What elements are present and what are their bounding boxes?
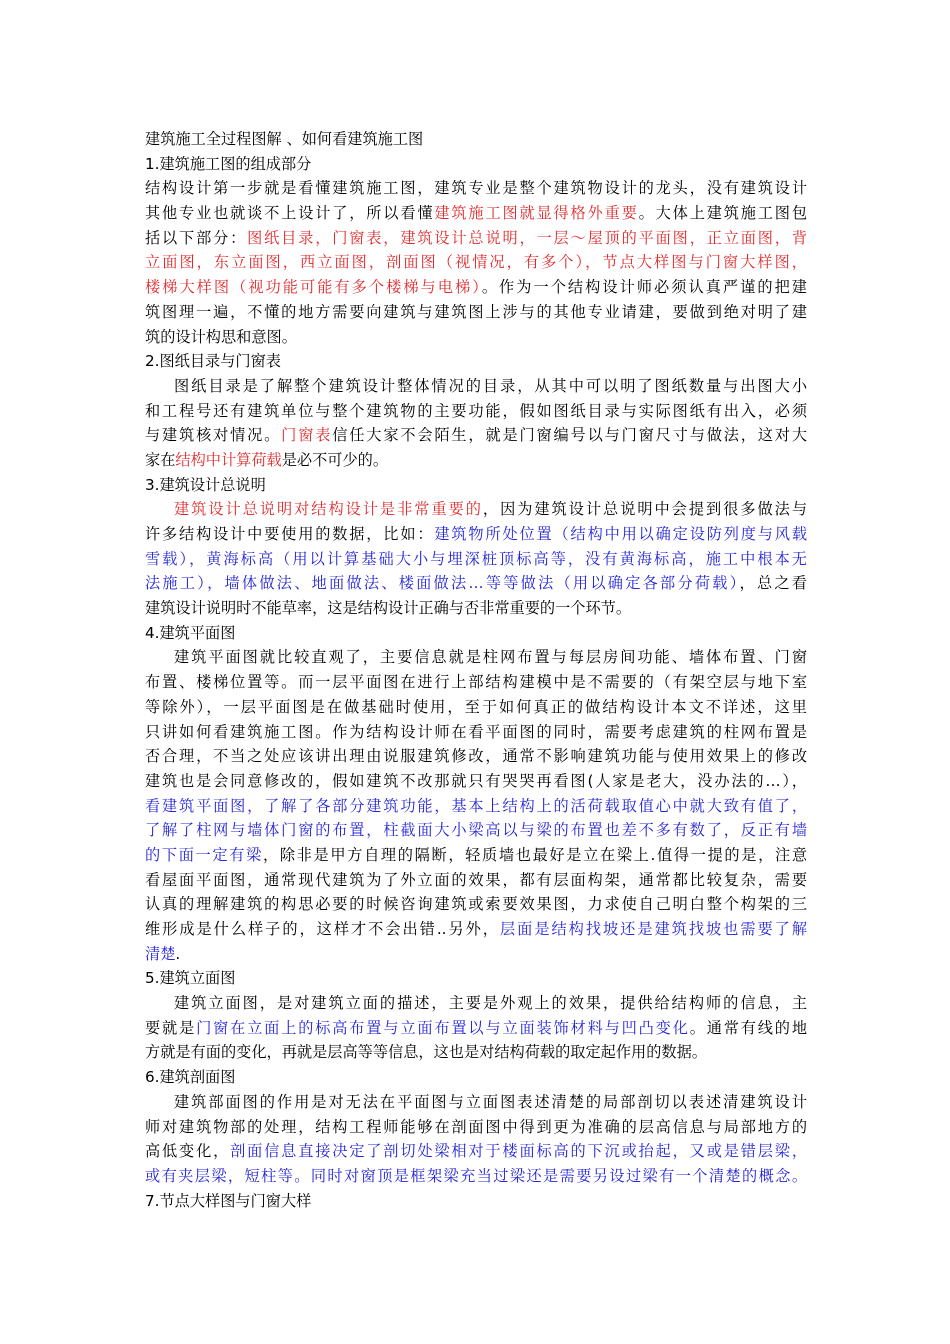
highlight-blue-text: 门窗在立面上的标高布置与立面布置以与立面装饰材料与凹凸变化 xyxy=(196,1018,690,1037)
text-line xyxy=(145,1139,807,1164)
highlight-red-text: 建筑施工图就显得格外重要 xyxy=(434,204,639,223)
text-line xyxy=(145,250,807,275)
highlight-blue-text: 的下面一定有梁 xyxy=(145,845,263,864)
highlight-blue-text: 层面是结构找坡还是建筑找坡也需要了解 xyxy=(499,920,808,938)
text-line xyxy=(145,720,807,745)
body-text: 3.建筑设计总说明 xyxy=(145,475,266,494)
body-text: 否合理，不当之处应该讲出理由说服建筑修改，通常不影响建筑功能与使用效果上的修改 xyxy=(145,747,807,766)
body-text: 4.建筑平面图 xyxy=(145,623,236,642)
body-text: 看屋面平面图，通常现代建筑为了外立面的效果，都有层面构架，通常都比较复杂，需要 xyxy=(145,870,807,889)
text-line xyxy=(145,917,807,942)
body-text: 括以下部分： xyxy=(145,228,248,247)
body-text: 建筑部面图的作用是对无法在平面图与立面图表述清楚的局部剖切以表述清建筑设计 xyxy=(174,1092,807,1111)
body-text: 建筑设计说明时不能草率，这是结构设计正确与否非常重要的一个环节。 xyxy=(145,599,631,618)
highlight-blue-text: 法施工），墙体做法、地面做法、楼面做法…等等做法（用以确定各部分荷载） xyxy=(145,574,740,593)
highlight-blue-text: 或有夹层梁，短柱等。同时对窗顶是框架梁充当过梁还是需要另设过梁有一个清楚的概念。 xyxy=(145,1166,807,1185)
body-text: 筑的设计构思和意图。 xyxy=(145,327,297,346)
body-text: 。作为一个结构设计师必须认真严谨的把建 xyxy=(481,278,807,297)
text-line xyxy=(145,522,807,547)
text-line xyxy=(145,794,807,819)
highlight-red-text: 楼梯大样图（视功能可能有多个楼梯与电梯） xyxy=(145,278,482,297)
text-line xyxy=(145,300,807,325)
text-line xyxy=(145,399,807,424)
body-text: 家在 xyxy=(145,450,176,469)
body-text: 1.建筑施工图的组成部分 xyxy=(145,154,312,173)
body-text: 。通常有线的地 xyxy=(689,1018,808,1037)
body-text: . xyxy=(175,944,181,963)
body-text: 认真的理解建筑的构思必要的时候咨询建筑或索要效果图，力求使自己明白整个构架的三 xyxy=(145,895,807,914)
highlight-red-text: 建筑设计总说明对结构设计是非常重要的 xyxy=(174,500,483,519)
text-line xyxy=(145,547,807,572)
text-line xyxy=(145,1164,807,1189)
highlight-red-text: 门窗表 xyxy=(281,426,333,445)
text-line xyxy=(145,991,807,1016)
highlight-blue-text: 了解了柱网与墙体门窗的布置，柱截面大小梁高以与梁的布置也差不多有数了，反正有墙 xyxy=(145,821,807,840)
body-text: 要就是 xyxy=(145,1018,197,1037)
highlight-red-text: 图纸目录，门窗表，建筑设计总说明，一层～屋顶的平面图，正立面图，背 xyxy=(247,228,808,247)
text-line xyxy=(145,621,807,646)
text-line xyxy=(145,497,807,522)
text-line xyxy=(145,645,807,670)
body-text: 结构设计第一步就是看懂建筑施工图，建筑专业是整个建筑物设计的龙头，没有建筑设计 xyxy=(145,179,807,198)
text-line xyxy=(145,868,807,893)
text-line xyxy=(145,374,807,399)
text-line xyxy=(145,349,807,374)
body-text: 方就是有面的变化，再就是层高等等信息，这也是对结构荷载的取定起作用的数据。 xyxy=(145,1043,707,1062)
body-text: 是必不可少的。 xyxy=(281,450,388,469)
text-line xyxy=(145,818,807,843)
body-text: 信任大家不会陌生，就是门窗编号以与门窗尺寸与做法，这对大 xyxy=(332,426,808,445)
body-text: 。大体上建筑施工图包 xyxy=(638,204,808,223)
text-line xyxy=(145,1189,807,1214)
body-text: 建筑也是会同意修改的，假如建筑不改那就只有哭哭再看图(人家是老大，没办法的…）， xyxy=(145,771,807,790)
highlight-blue-text: 清楚 xyxy=(145,944,176,963)
body-text: 7.节点大样图与门窗大样 xyxy=(145,1191,312,1210)
body-text: 只讲如何看建筑施工图。作为结构设计师在看平面图的同时，需要考虑建筑的柱网布置是 xyxy=(145,722,807,741)
body-text: 许多结构设计中要使用的数据，比如： xyxy=(145,525,435,543)
body-text: 布置、楼梯位置等。而一层平面图在进行上部结构建模中是不需要的（有架空层与地下室 xyxy=(145,673,807,692)
text-line xyxy=(145,942,807,967)
text-line xyxy=(145,892,807,917)
highlight-blue-text: 剖面信息直接决定了剖切处梁相对于楼面标高的下沉或抬起，又或是错层梁， xyxy=(230,1142,808,1161)
text-line xyxy=(145,571,807,596)
body-text: ，因为建筑设计总说明中会提到很多做法与 xyxy=(482,500,808,519)
document-body xyxy=(145,127,807,1213)
body-text: 筑图理一遍，不懂的地方需要向建筑与建筑图上涉与的其他专业请建，要做到绝对明了建 xyxy=(145,302,807,321)
text-line xyxy=(145,201,807,226)
text-line xyxy=(145,769,807,794)
highlight-blue-text: 看建筑平面图，了解了各部分建筑功能，基本上结构上的活荷载取值心中就大致有值了， xyxy=(145,796,807,815)
highlight-blue-text: 建筑物所处位置（结构中用以确定设防列度与风载 xyxy=(434,525,808,543)
body-text: ，除非是甲方自理的隔断，轻质墙也最好是立在梁上.值得一提的是，注意 xyxy=(262,845,808,864)
text-line xyxy=(145,596,807,621)
body-text: 其他专业也就谈不上设计了，所以看懂 xyxy=(145,204,435,223)
body-text: 维形成是什么样子的，这样才不会出错..另外， xyxy=(145,920,500,938)
body-text: 与建筑核对情况。 xyxy=(145,426,282,445)
text-line xyxy=(145,176,807,201)
body-text: 5.建筑立面图 xyxy=(145,969,236,988)
highlight-blue-text: 雪载），黄海标高（用以计算基础大小与埋深桩顶标高等，没有黄海标高，施工中根本无 xyxy=(145,549,807,568)
text-line xyxy=(145,1115,807,1140)
highlight-red-text: 结构中计算荷载 xyxy=(175,450,282,469)
text-line xyxy=(145,275,807,300)
text-line xyxy=(145,695,807,720)
body-text: 师对建筑物部的处理，结构工程师能够在剖面图中得到更为准确的层高信息与局部地方的 xyxy=(145,1117,807,1136)
text-line xyxy=(145,423,807,448)
text-line xyxy=(145,670,807,695)
text-line xyxy=(145,744,807,769)
text-line xyxy=(145,325,807,350)
text-line xyxy=(145,1040,807,1065)
body-text: 等除外），一层平面图是在做基础时使用，至于如何真正的做结构设计本文不详述，这里 xyxy=(145,697,807,716)
body-text: 建筑施工全过程图解 、如何看建筑施工图 xyxy=(145,130,424,148)
text-line xyxy=(145,1016,807,1041)
body-text: ，总之看 xyxy=(739,574,807,593)
text-line xyxy=(145,127,807,152)
highlight-red-text: 立面图，东立面图，西立面图，剖面图（视情况，有多个），节点大样图与门窗大样图， xyxy=(145,253,807,272)
body-text: 建筑平面图就比较直观了，主要信息就是柱网布置与每层房间功能、墙体布置、门窗 xyxy=(174,648,807,667)
body-text: 图纸目录是了解整个建筑设计整体情况的目录，从其中可以明了图纸数量与出图大小 xyxy=(174,376,807,395)
text-line xyxy=(145,843,807,868)
text-line xyxy=(145,152,807,177)
text-line xyxy=(145,226,807,251)
body-text: 6.建筑剖面图 xyxy=(145,1068,236,1087)
text-line xyxy=(145,1065,807,1090)
body-text: 建筑立面图，是对建筑立面的描述，主要是外观上的效果，提供给结构师的信息，主 xyxy=(174,994,807,1013)
body-text: 和工程号还有建筑单位与整个建筑物的主要功能，假如图纸目录与实际图纸有出入，必须 xyxy=(145,401,807,420)
body-text: 2.图纸目录与门窗表 xyxy=(145,352,281,371)
body-text: 高低变化， xyxy=(145,1142,231,1161)
text-line xyxy=(145,1090,807,1115)
text-line xyxy=(145,966,807,991)
text-line xyxy=(145,448,807,473)
text-line xyxy=(145,473,807,498)
